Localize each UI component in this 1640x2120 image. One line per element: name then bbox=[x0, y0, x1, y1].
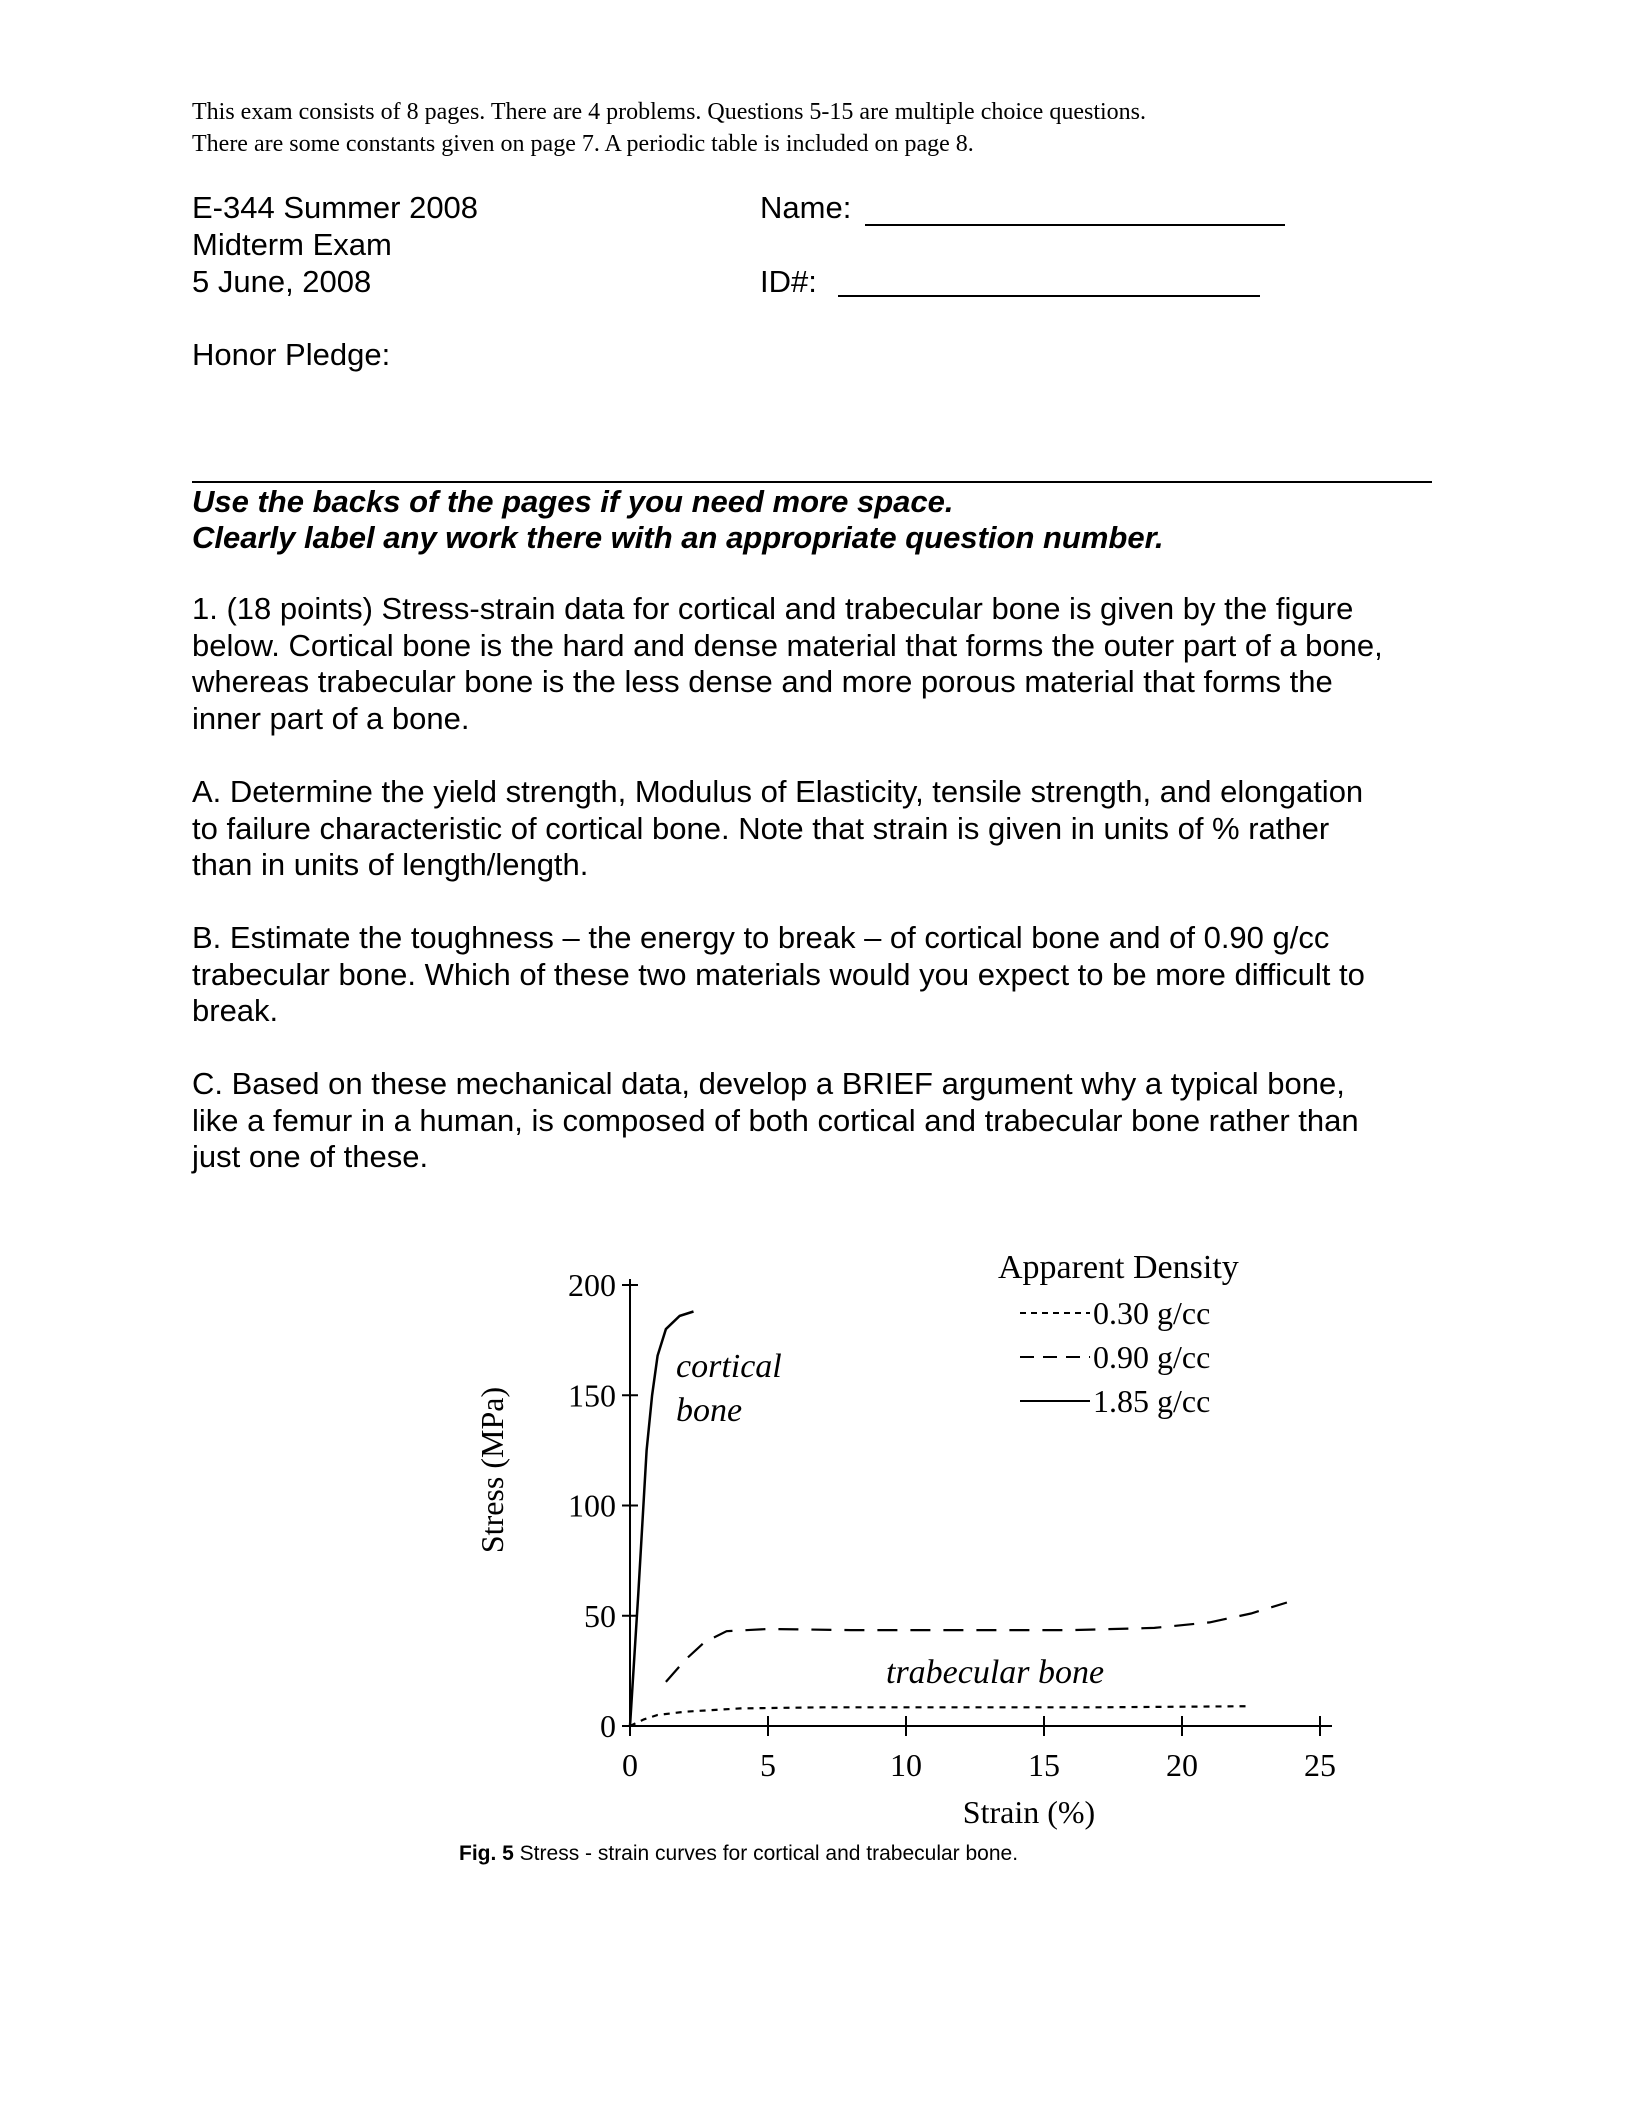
exam-date: 5 June, 2008 bbox=[192, 264, 372, 299]
problem-1-part-b bbox=[192, 920, 1442, 1030]
y-tick-label: 200 bbox=[568, 1267, 616, 1303]
id-label: ID#: bbox=[760, 264, 817, 299]
instructions-line-1: Use the backs of the pages if you need more space. bbox=[192, 484, 954, 519]
part-c-line: like a femur in a human, is composed of both cortical and trabecular bone rather than bbox=[192, 1102, 1359, 1138]
id-field[interactable] bbox=[838, 295, 1260, 297]
problem-1-part-c bbox=[192, 1066, 1442, 1176]
divider-rule bbox=[192, 481, 1432, 483]
problem-1-intro bbox=[192, 591, 1442, 737]
name-field[interactable] bbox=[865, 224, 1285, 226]
part-b-line: break. bbox=[192, 993, 279, 1028]
x-tick-label: 20 bbox=[1166, 1747, 1198, 1783]
part-b-line: trabecular bone. Which of these two materials would you expect to be more difficult to bbox=[192, 956, 1365, 992]
part-b-line: B. Estimate the toughness – the energy to break – of cortical bone and of 0.90 g/cc bbox=[192, 920, 1330, 955]
series-line-0-30-g-cc bbox=[630, 1706, 1251, 1726]
legend-entry-090: 0.90 g/cc bbox=[1093, 1339, 1211, 1375]
course-code: E-344 Summer 2008 bbox=[192, 190, 479, 225]
x-tick-label: 25 bbox=[1304, 1747, 1336, 1783]
exam-title: Midterm Exam bbox=[192, 227, 392, 262]
x-tick-label: 10 bbox=[890, 1747, 922, 1783]
part-c-line: C. Based on these mechanical data, develop a BRIEF argument why a typical bone, bbox=[192, 1066, 1345, 1101]
part-a-line: A. Determine the yield strength, Modulus of Elasticity, tensile strength, and elongation bbox=[192, 774, 1364, 809]
y-axis-title: Stress (MPa) bbox=[474, 1386, 510, 1554]
part-a-line: than in units of length/length. bbox=[192, 847, 589, 882]
part-c-line: just one of these. bbox=[192, 1139, 429, 1174]
intro-line-1: This exam consists of 8 pages. There are 4 problems. Questions 5-15 are multiple choice questions. bbox=[192, 99, 1146, 125]
honor-pledge-label: Honor Pledge: bbox=[192, 337, 391, 372]
x-tick-label: 0 bbox=[622, 1747, 638, 1783]
figure-caption-text: Stress - strain curves for cortical and trabecular bone. bbox=[513, 1842, 1019, 1865]
y-tick-label: 0 bbox=[600, 1708, 616, 1744]
legend-title: Apparent Density bbox=[998, 1255, 1239, 1286]
bone-annotation: bone bbox=[676, 1392, 743, 1429]
x-tick-label: 5 bbox=[760, 1747, 776, 1783]
y-tick-label: 100 bbox=[568, 1487, 616, 1524]
problem-1-line: 1. (18 points) Stress-strain data for cortical and trabecular bone is given by the figure bbox=[192, 591, 1354, 626]
problem-1-part-a bbox=[192, 774, 1442, 884]
instructions bbox=[192, 484, 1164, 556]
part-a-line: to failure characteristic of cortical bone. Note that strain is given in units of % rather bbox=[192, 810, 1330, 846]
y-tick-label: 50 bbox=[584, 1597, 616, 1634]
problem-1-line: below. Cortical bone is the hard and dense material that forms the outer part of a bone, bbox=[192, 627, 1383, 663]
stress-strain-chart bbox=[460, 1255, 1360, 1840]
legend-entry-185: 1.85 g/cc bbox=[1093, 1383, 1211, 1419]
figure-caption-label: Fig. 5 bbox=[459, 1842, 514, 1865]
instructions-line-2: Clearly label any work there with an appropriate question number. bbox=[192, 520, 1164, 555]
cortical-annotation: cortical bbox=[676, 1348, 782, 1385]
trabecular-annotation: trabecular bone bbox=[886, 1654, 1105, 1691]
intro-line-2: There are some constants given on page 7. A periodic table is included on page 8. bbox=[192, 131, 974, 157]
name-label: Name: bbox=[760, 190, 852, 225]
x-axis-title: Strain (%) bbox=[962, 1794, 1096, 1830]
legend-entry-030: 0.30 g/cc bbox=[1093, 1295, 1211, 1331]
x-tick-label: 15 bbox=[1028, 1747, 1060, 1783]
problem-1-line: whereas trabecular bone is the less dense and more porous material that forms the bbox=[192, 664, 1333, 699]
exam-intro bbox=[192, 96, 1146, 160]
figure-caption bbox=[459, 1842, 1018, 1866]
y-tick-label: 150 bbox=[568, 1377, 616, 1414]
problem-1-line: inner part of a bone. bbox=[192, 700, 470, 736]
